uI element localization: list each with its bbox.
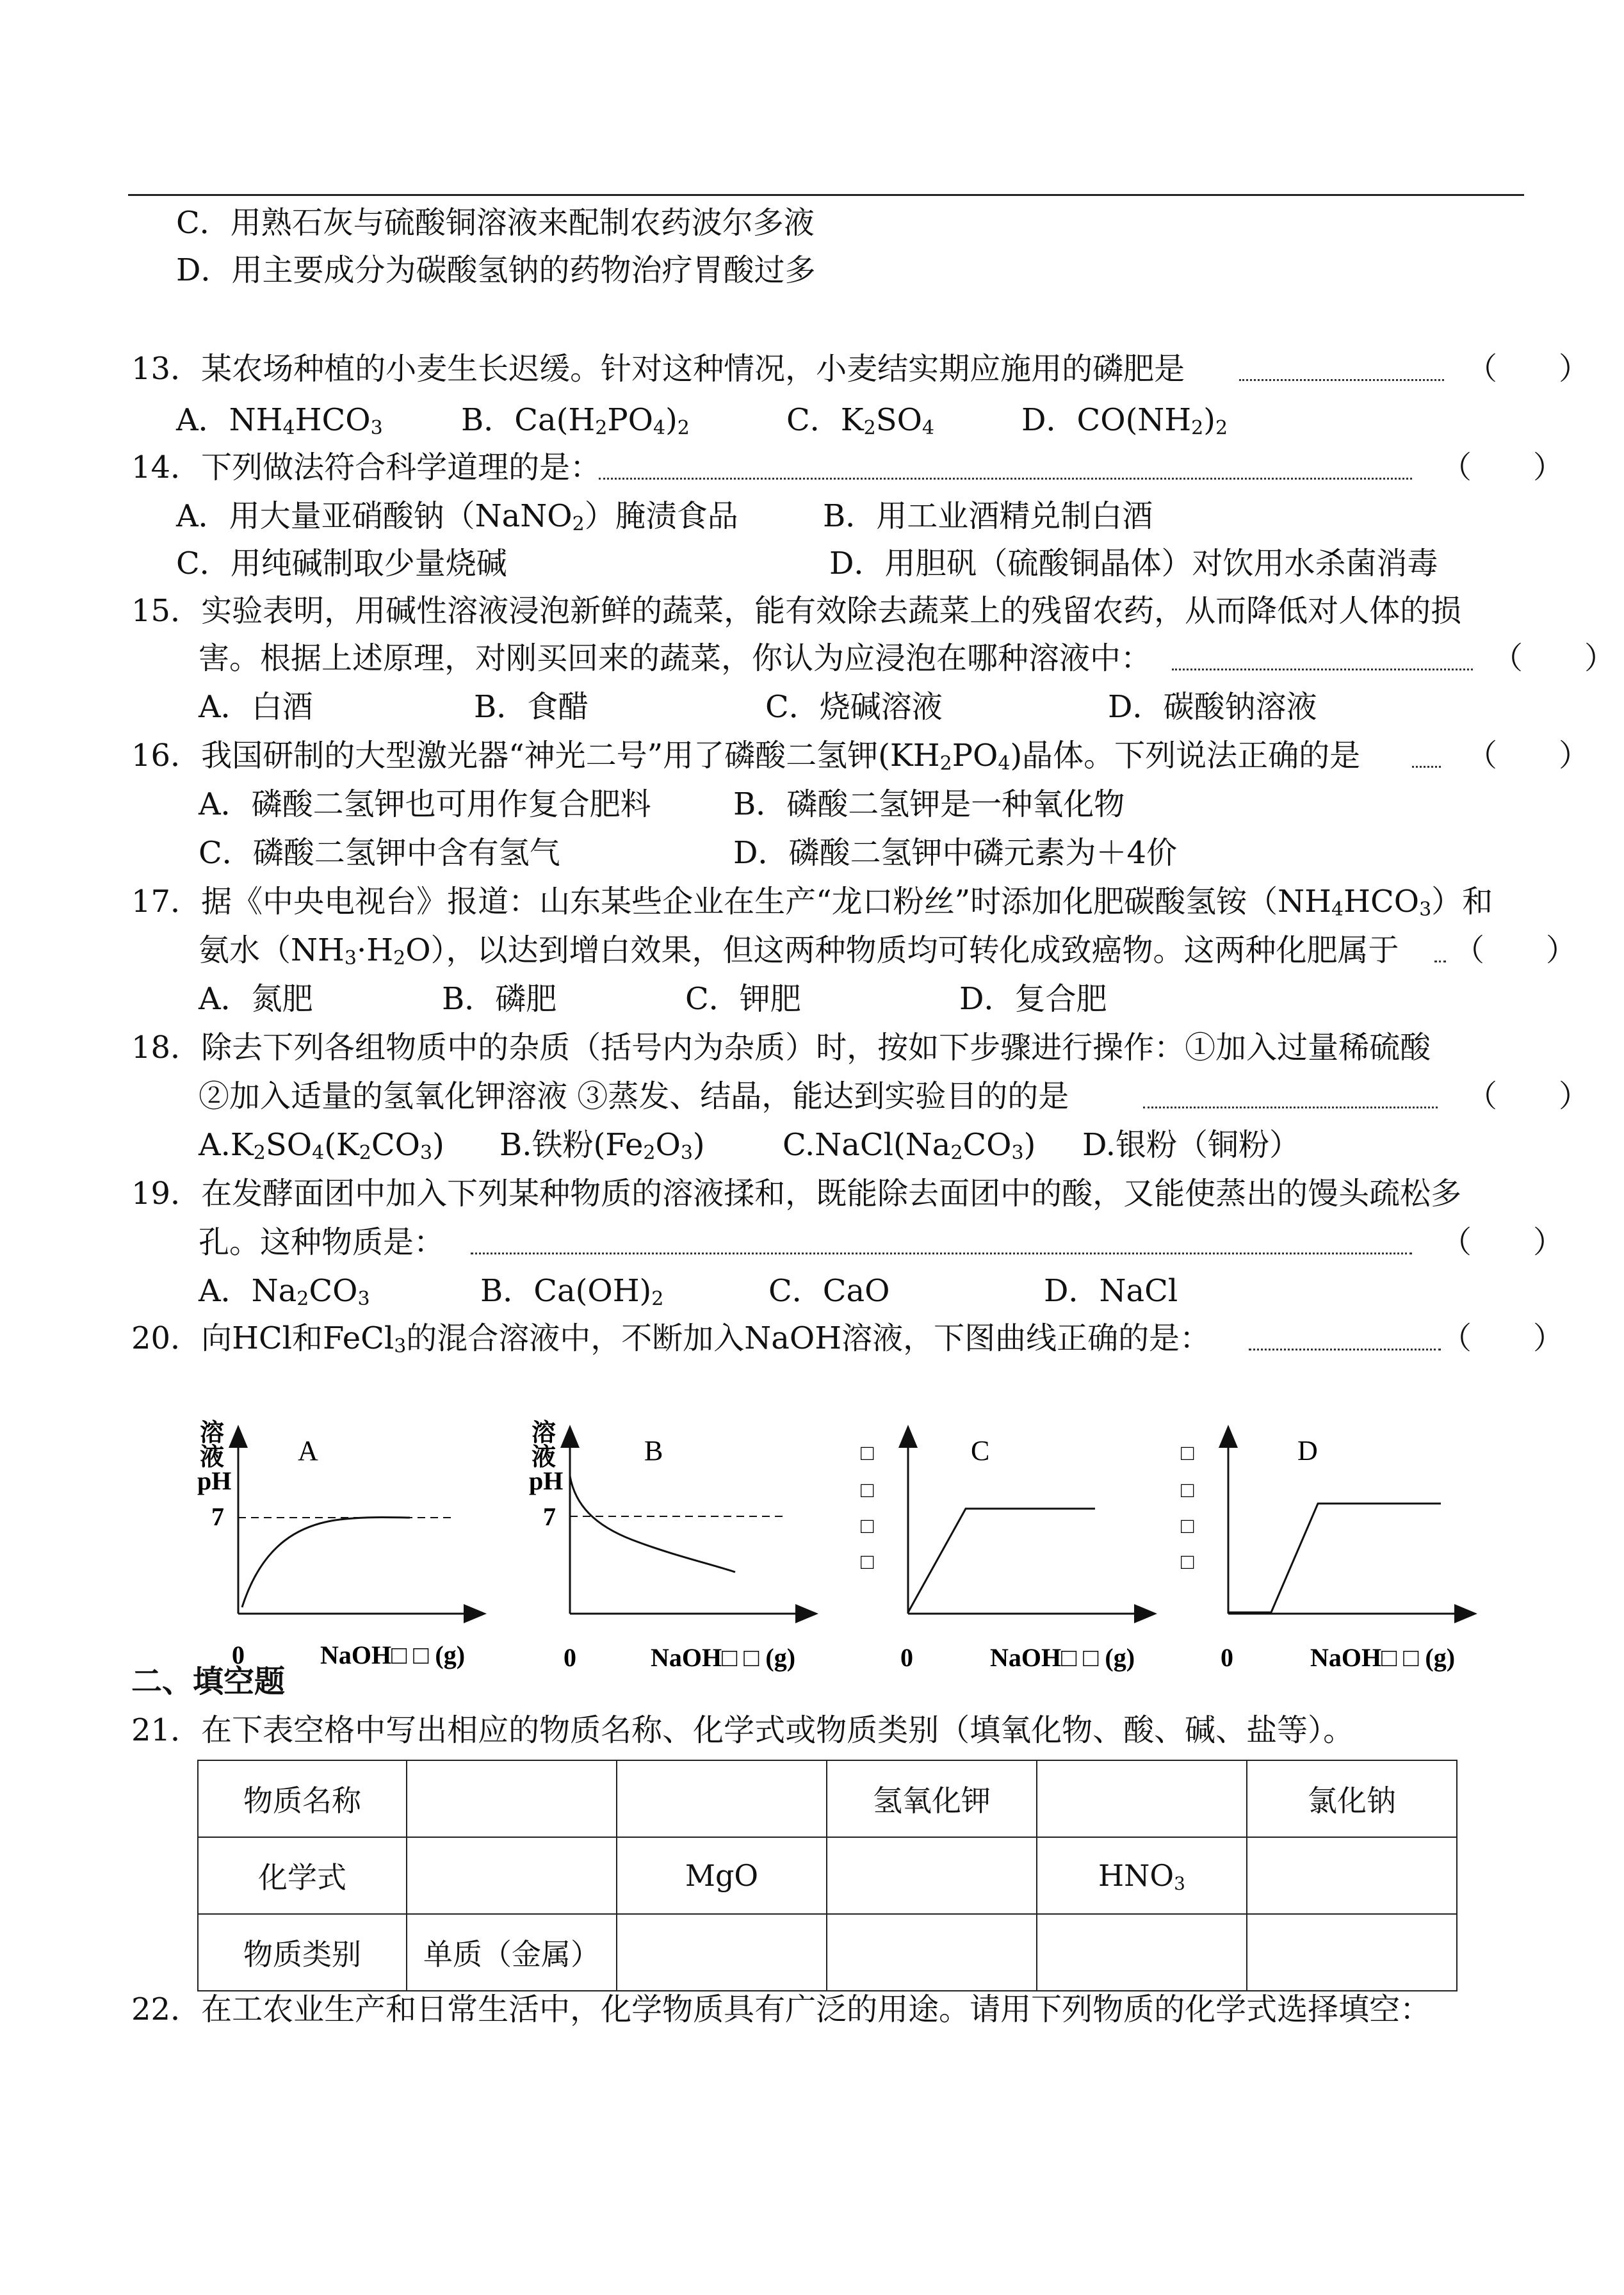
q15-answer-paren: （ ）	[1492, 640, 1616, 676]
q18-dots	[1143, 1107, 1438, 1108]
q14-answer-paren: （ ）	[1441, 450, 1564, 485]
graph-b-label: B	[644, 1435, 663, 1466]
q13-dots	[1239, 379, 1444, 381]
graph-b-tick-7: 7	[543, 1502, 556, 1531]
q13-stem: 13．某农场种植的小麦生长迟缓。针对这种情况，小麦结实期应施用的磷肥是	[131, 351, 1185, 387]
q19-answer-paren: （ ）	[1441, 1224, 1564, 1260]
q15-option-b: B．食醋	[474, 689, 589, 725]
q19-stem-line2: 孔。这种物质是：	[199, 1224, 445, 1260]
q13-option-b: B．$Ca(H_2PO_4)_2$	[461, 402, 690, 439]
table-header-formula: 化学式	[198, 1837, 407, 1914]
graph-a-ylabel-3: pH	[197, 1466, 232, 1495]
q19-option-b: B．$Ca(OH)_2$	[480, 1273, 664, 1310]
graph-b-ylabel-1: 溶	[532, 1420, 556, 1447]
q15-dots	[1172, 669, 1473, 670]
q15-stem-line2: 害。根据上述原理，对刚买回来的蔬菜，你认为应浸泡在哪种溶液中：	[199, 640, 1152, 676]
table-row-category	[198, 1914, 1457, 1991]
table-cell[interactable]	[1247, 1914, 1457, 1991]
q19-stem-line1: 19．在发酵面团中加入下列某种物质的溶液揉和，既能除去面团中的酸，又能使蒸出的馒头疏松多	[131, 1176, 1462, 1212]
table-cell: 氢氧化钾	[827, 1760, 1037, 1837]
graph-a-ylabel-2: 液	[200, 1444, 225, 1471]
q14-dots	[599, 478, 1412, 480]
table-row-name	[198, 1760, 1457, 1837]
table-cell[interactable]	[1037, 1760, 1247, 1837]
q14-option-b: B．用工业酒精兑制白酒	[823, 498, 1153, 534]
table-cell[interactable]	[1037, 1914, 1247, 1991]
graph-a-label: A	[298, 1435, 318, 1466]
graph-d-ylabel-2: □	[1181, 1479, 1194, 1502]
q18-option-a: $A.K_2SO_4(K_2CO_3)$	[199, 1127, 444, 1164]
graph-b-xlabel: NaOH□ □ (g)	[651, 1643, 796, 1672]
table-cell: MgO	[617, 1837, 827, 1914]
q14-option-d: D．用胆矾（硫酸铜晶体）对饮用水杀菌消毒	[829, 546, 1438, 581]
table-cell[interactable]	[827, 1914, 1037, 1991]
q18-answer-paren: （ ）	[1466, 1078, 1590, 1114]
q21-stem: 21．在下表空格中写出相应的物质名称、化学式或物质类别（填氧化物、酸、碱、盐等）。	[131, 1712, 1354, 1748]
q12-option-c: C．用熟石灰与硫酸铜溶液来配制农药波尔多液	[176, 205, 815, 241]
graph-b-ylabel-3: pH	[529, 1466, 564, 1495]
header-rule	[128, 194, 1524, 196]
q16-option-b: B．磷酸二氢钾是一种氧化物	[733, 786, 1125, 822]
q13-option-d: D．$CO(NH_2)_2$	[1021, 402, 1228, 439]
q17-option-b: B．磷肥	[442, 981, 557, 1017]
section-title-fill-in: 二、填空题	[131, 1664, 286, 1699]
q16-answer-paren: （ ）	[1466, 738, 1590, 774]
table-cell[interactable]	[617, 1760, 827, 1837]
table-header-name: 物质名称	[198, 1760, 407, 1837]
graph-b	[524, 1415, 818, 1678]
table-cell[interactable]	[1247, 1837, 1457, 1914]
q13-answer-paren: （ ）	[1466, 351, 1590, 387]
graph-d-origin: 0	[1221, 1643, 1233, 1672]
graph-d-curve	[1228, 1504, 1441, 1612]
q14-stem: 14．下列做法符合科学道理的是：	[131, 450, 601, 485]
graph-d	[1172, 1415, 1479, 1678]
graph-c-ylabel-2: □	[861, 1479, 874, 1502]
q15-option-a: A．白酒	[199, 689, 313, 725]
q16-option-d: D．磷酸二氢钾中磷元素为＋4价	[733, 835, 1178, 871]
graph-b-origin: 0	[564, 1643, 576, 1672]
graph-b-ylabel-2: 液	[532, 1444, 556, 1471]
q16-option-a: A．磷酸二氢钾也可用作复合肥料	[199, 786, 651, 822]
graph-a-tick-7: 7	[211, 1502, 224, 1531]
q15-stem-line1: 15．实验表明，用碱性溶液浸泡新鲜的蔬菜，能有效除去蔬菜上的残留农药，从而降低对人体的损	[131, 593, 1462, 629]
graph-c-curve	[908, 1509, 1095, 1612]
q13-option-c: C．$K_2SO_4$	[786, 402, 935, 439]
q18-option-b: B.铁粉$(Fe_2O_3)$	[499, 1127, 705, 1164]
graph-a-origin: 0	[232, 1641, 245, 1669]
q22-stem: 22．在工农业生产和日常生活中，化学物质具有广泛的用途。请用下列物质的化学式选择填空：	[131, 1991, 1431, 2027]
table-cell: $HNO_3$	[1037, 1837, 1247, 1914]
table-cell: 单质（金属）	[407, 1914, 617, 1991]
graph-d-xlabel: NaOH□ □ (g)	[1310, 1643, 1456, 1672]
graph-a-xlabel: NaOH□ □ (g)	[320, 1641, 466, 1669]
q12-option-d: D．用主要成分为碳酸氢钠的药物治疗胃酸过多	[176, 252, 816, 288]
q16-stem: 16．我国研制的大型激光器“神光二号”用了磷酸二氢钾$(KH_2PO_4)$晶体。下列说法正确的是	[131, 738, 1361, 775]
graph-c-ylabel-1: □	[861, 1441, 874, 1465]
q19-option-d: D．NaCl	[1044, 1273, 1178, 1309]
q18-option-d: D.银粉（铜粉）	[1082, 1127, 1301, 1163]
graph-a	[192, 1415, 487, 1678]
q13-option-a: A．$NH_4HCO_3$	[176, 402, 383, 439]
table-header-category: 物质类别	[198, 1914, 407, 1991]
q19-option-c: C．CaO	[768, 1273, 890, 1309]
q20-answer-paren: （ ）	[1441, 1320, 1564, 1356]
q16-dots	[1412, 766, 1441, 768]
q18-stem-line2: ②加入适量的氢氧化钾溶液 ③蒸发、结晶，能达到实验目的的是	[199, 1078, 1069, 1114]
q17-dots	[1434, 961, 1446, 962]
graph-c-ylabel-3: □	[861, 1514, 874, 1538]
q19-dots	[471, 1253, 1412, 1254]
table-cell: 氯化钠	[1247, 1760, 1457, 1837]
q15-option-d: D．碳酸钠溶液	[1108, 689, 1317, 725]
q18-stem-line1: 18．除去下列各组物质中的杂质（括号内为杂质）时，按如下步骤进行操作：①加入过量稀硫酸	[131, 1030, 1431, 1066]
graph-a-curve	[242, 1518, 410, 1608]
q14-option-a: A．用大量亚硝酸钠（NaNO$_2$）腌渍食品	[176, 498, 738, 535]
graph-b-curve	[570, 1476, 735, 1572]
graph-d-ylabel-1: □	[1181, 1441, 1194, 1465]
q17-option-a: A．氮肥	[199, 981, 313, 1017]
graph-c-label: C	[971, 1435, 990, 1466]
graph-d-ylabel-4: □	[1181, 1550, 1194, 1574]
graph-c-ylabel-4: □	[861, 1550, 874, 1574]
q14-option-c: C．用纯碱制取少量烧碱	[176, 546, 507, 581]
q17-stem-line1: 17．据《中央电视台》报道：山东某些企业在生产“龙口粉丝”时添加化肥碳酸氢铵$(NH_4HCO_3)$和	[131, 884, 1493, 921]
q20-dots	[1249, 1349, 1441, 1350]
q17-stem-line2: 氨水$(NH_3\cdot H_2O)$，以达到增白效果，但这两种物质均可转化成致癌物。这两种化肥属于	[199, 932, 1399, 969]
graph-d-ylabel-3: □	[1181, 1514, 1194, 1538]
q17-answer-paren: （ ）	[1454, 932, 1577, 968]
table-cell[interactable]	[827, 1837, 1037, 1914]
graph-c	[852, 1415, 1159, 1678]
table-cell[interactable]	[407, 1837, 617, 1914]
q15-option-c: C．烧碱溶液	[765, 689, 943, 725]
q18-option-c: $C.NaCl(Na_2CO_3)$	[783, 1127, 1036, 1164]
q19-option-a: A．$Na_2CO_3$	[199, 1273, 370, 1310]
table-cell[interactable]	[407, 1760, 617, 1837]
q17-option-d: D．复合肥	[959, 981, 1107, 1017]
q16-option-c: C．磷酸二氢钾中含有氢气	[199, 835, 560, 871]
table-cell[interactable]	[617, 1914, 827, 1991]
substance-table	[197, 1760, 1458, 1991]
graph-d-label: D	[1297, 1435, 1318, 1466]
q20-stem: 20．向HCl和FeCl$_3$的混合溶液中，不断加入NaOH溶液，下图曲线正确的是：	[131, 1320, 1211, 1358]
graph-c-xlabel: NaOH□ □ (g)	[990, 1643, 1135, 1672]
q17-option-c: C．钾肥	[685, 981, 801, 1017]
graph-a-ylabel-1: 溶	[200, 1420, 225, 1447]
table-row-formula	[198, 1837, 1457, 1914]
graph-c-origin: 0	[900, 1643, 913, 1672]
